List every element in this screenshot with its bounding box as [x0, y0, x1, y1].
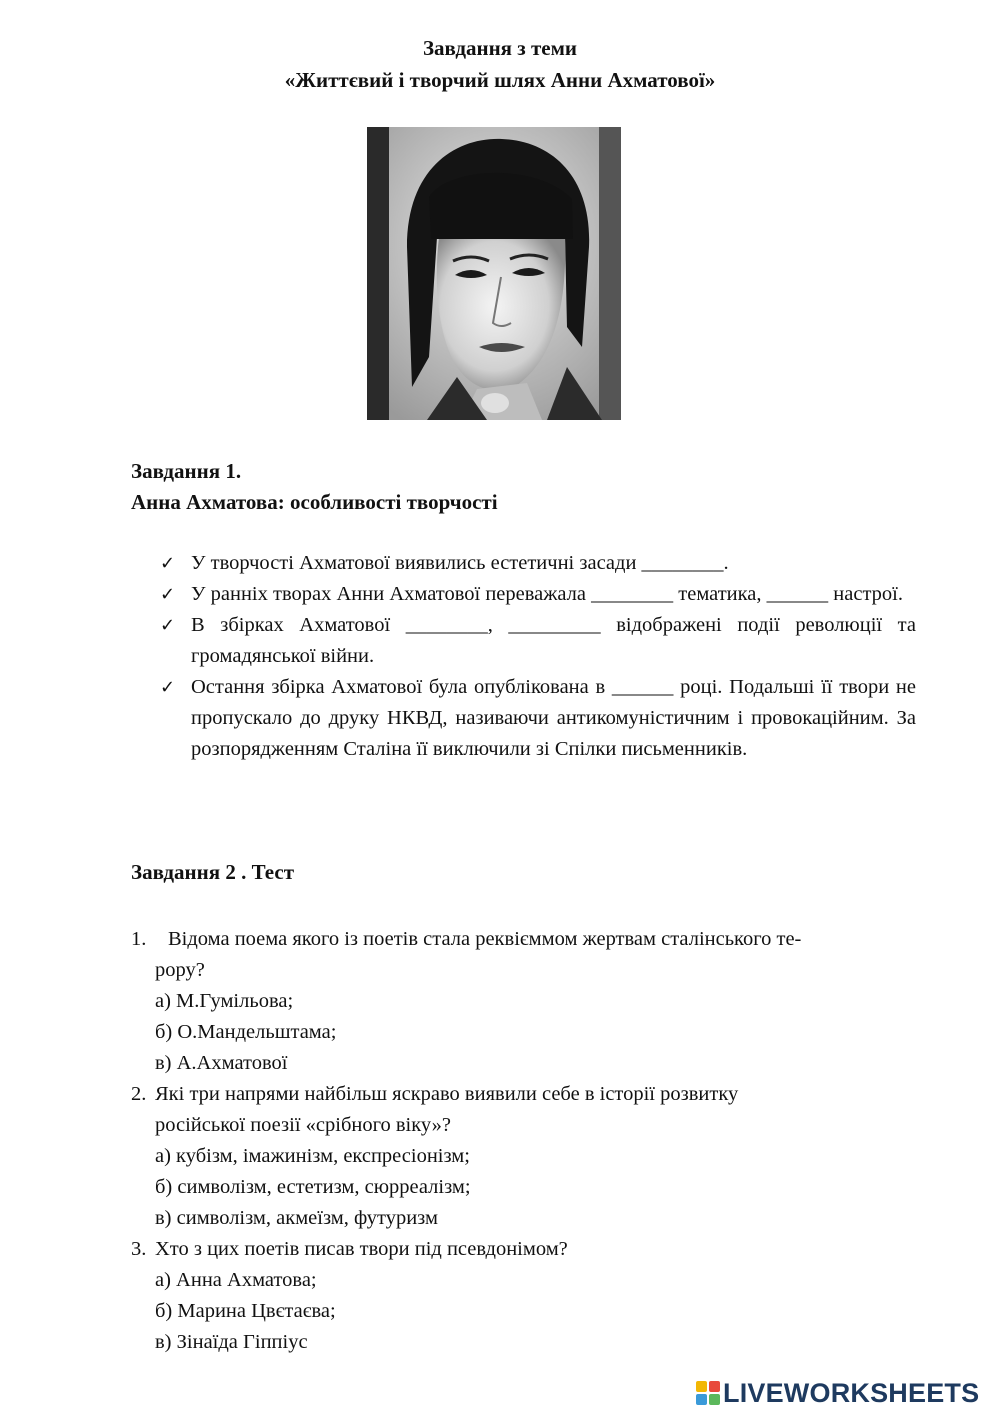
question-text: Хто з цих поетів писав твори під псевдонімом? — [155, 1238, 568, 1260]
checklist-item — [160, 672, 916, 765]
portrait-photo — [367, 127, 621, 420]
task-1-subheading: Анна Ахматова: особливості творчості — [131, 490, 498, 514]
page-title-line-2: «Життєвий і творчий шлях Анни Ахматової» — [284, 68, 716, 92]
checklist-item — [160, 548, 916, 579]
question-number: 2. — [131, 1083, 147, 1105]
answer-option: в) А.Ахматової — [155, 1052, 288, 1074]
task-2-test — [131, 924, 891, 1358]
liveworksheets-brand[interactable] — [695, 1378, 979, 1408]
question-text: Відома поема якого із поетів стала реквієммом жертвам сталінського те- — [168, 928, 802, 950]
answer-option: в) символізм, акмеїзм, футуризм — [155, 1207, 438, 1229]
answer-option: а) Анна Ахматова; — [155, 1269, 317, 1291]
answer-option: а) М.Гумільова; — [155, 990, 294, 1012]
answer-option: б) символізм, естетизм, сюрреалізм; — [155, 1176, 471, 1198]
answer-option: б) Марина Цвєтаєва; — [155, 1300, 336, 1322]
test-question — [131, 1079, 891, 1234]
question-text-continued: російської поезії «срібного віку»? — [155, 1114, 452, 1136]
checklist-item-text: Остання збірка Ахматової була опублікована в ______ році. Подальші її твори не пропускало до друку НКВД, називаючи антикомуністичним і провокаційним. За розпорядженням Сталіна її виключили зі Спілки письменників. — [191, 676, 916, 760]
checklist-item-text: У ранніх творах Анни Ахматової переважала ________ тематика, ______ настрої. — [191, 583, 903, 605]
question-number: 1. — [131, 928, 147, 950]
answer-option: б) О.Мандельштама; — [155, 1021, 337, 1043]
task-1-heading: Завдання 1. — [131, 459, 242, 483]
answer-option: а) кубізм, імажинізм, експресіонізм; — [155, 1145, 470, 1167]
task-2-heading: Завдання 2 . Тест — [131, 860, 295, 884]
task-1-checklist — [160, 548, 916, 765]
checklist-item — [160, 579, 916, 610]
test-question — [131, 1234, 891, 1358]
checklist-item — [160, 610, 916, 672]
check-icon: ✓ — [160, 584, 176, 605]
check-icon: ✓ — [160, 615, 176, 636]
page-title-line-1: Завдання з теми — [422, 36, 578, 60]
checklist-item-text: В збірках Ахматової ________, _________ відображені події революції та громадянської війни. — [191, 614, 916, 667]
brand-text: LIVEWORKSHEETS — [723, 1377, 980, 1408]
check-icon: ✓ — [160, 553, 176, 574]
question-text: Які три напрями найбільш яскраво виявили себе в історії розвитку — [155, 1083, 739, 1105]
checklist-item-text: У творчості Ахматової виявились естетичні засади ________. — [191, 552, 729, 574]
check-icon: ✓ — [160, 677, 176, 698]
answer-option: в) Зінаїда Гіппіус — [155, 1331, 308, 1353]
question-text-continued: рору? — [155, 959, 205, 981]
question-number: 3. — [131, 1238, 147, 1260]
liveworksheets-logo-icon — [695, 1380, 721, 1406]
test-question — [131, 924, 891, 1079]
